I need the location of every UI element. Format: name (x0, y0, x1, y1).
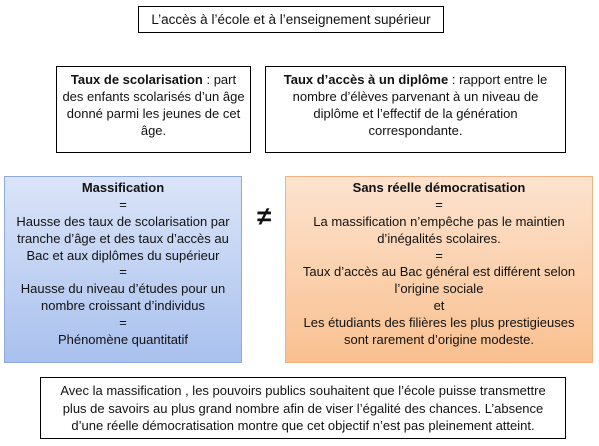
definition-box-scolarisation (56, 66, 251, 153)
massification-line: Hausse des taux de scolarisation par tranche d’âge et des taux d’accès au Bac et aux diplômes du supérieur (16, 213, 230, 263)
definition-term-diplome: Taux d’accès à un diplôme (283, 72, 449, 87)
conclusion-box (40, 377, 566, 439)
not-equal-sign: ≠ (257, 201, 272, 231)
definition-text-diplome: : rapport entre le nombre d’élèves parvenant à un niveau de diplôme et l’effectif de la génération correspondante. (292, 72, 548, 138)
definition-term-scolarisation: Taux de scolarisation (70, 72, 203, 87)
democratisation-line: La massification n’empêche pas le maintien d’inégalités scolaires. (313, 213, 565, 246)
massification-line: = (119, 264, 127, 280)
title-box (138, 6, 444, 33)
massification-title: Massification (81, 180, 165, 195)
diagram-title: L’accès à l’école et à l’enseignement supérieur (151, 12, 431, 27)
massification-line: Phénomène quantitatif (57, 332, 189, 348)
democratisation-title: Sans réelle démocratisation (352, 180, 526, 195)
democratisation-line: = (435, 247, 443, 263)
democratisation-line: Taux d’accès au Bac général est différent selon l’origine sociale (302, 264, 576, 297)
definition-text-scolarisation: : part des enfants scolarisés d’un âge donné parmi les jeunes de cet âge. (62, 72, 245, 138)
massification-line: = (119, 315, 127, 331)
definition-box-diplome (265, 66, 566, 153)
massification-line: Hausse du niveau d’études pour un nombre croissant d’individus (20, 281, 226, 314)
democratisation-line: et (433, 298, 445, 314)
conclusion-text: Avec la massification , les pouvoirs publics souhaitent que l’école puisse transmettre plus de savoirs au plus grand nombre afin de viser l’égalité des chances. L’absence d’une réelle démocratisation montre que cet objectif n’est pas pleinement atteint. (60, 383, 546, 434)
democratisation-line: Les étudiants des filières les plus prestigieuses sont rarement d’origine modeste. (303, 315, 575, 348)
democratisation-box (285, 176, 593, 363)
massification-line: = (119, 196, 127, 212)
massification-box (4, 176, 242, 363)
democratisation-line: = (435, 196, 443, 212)
